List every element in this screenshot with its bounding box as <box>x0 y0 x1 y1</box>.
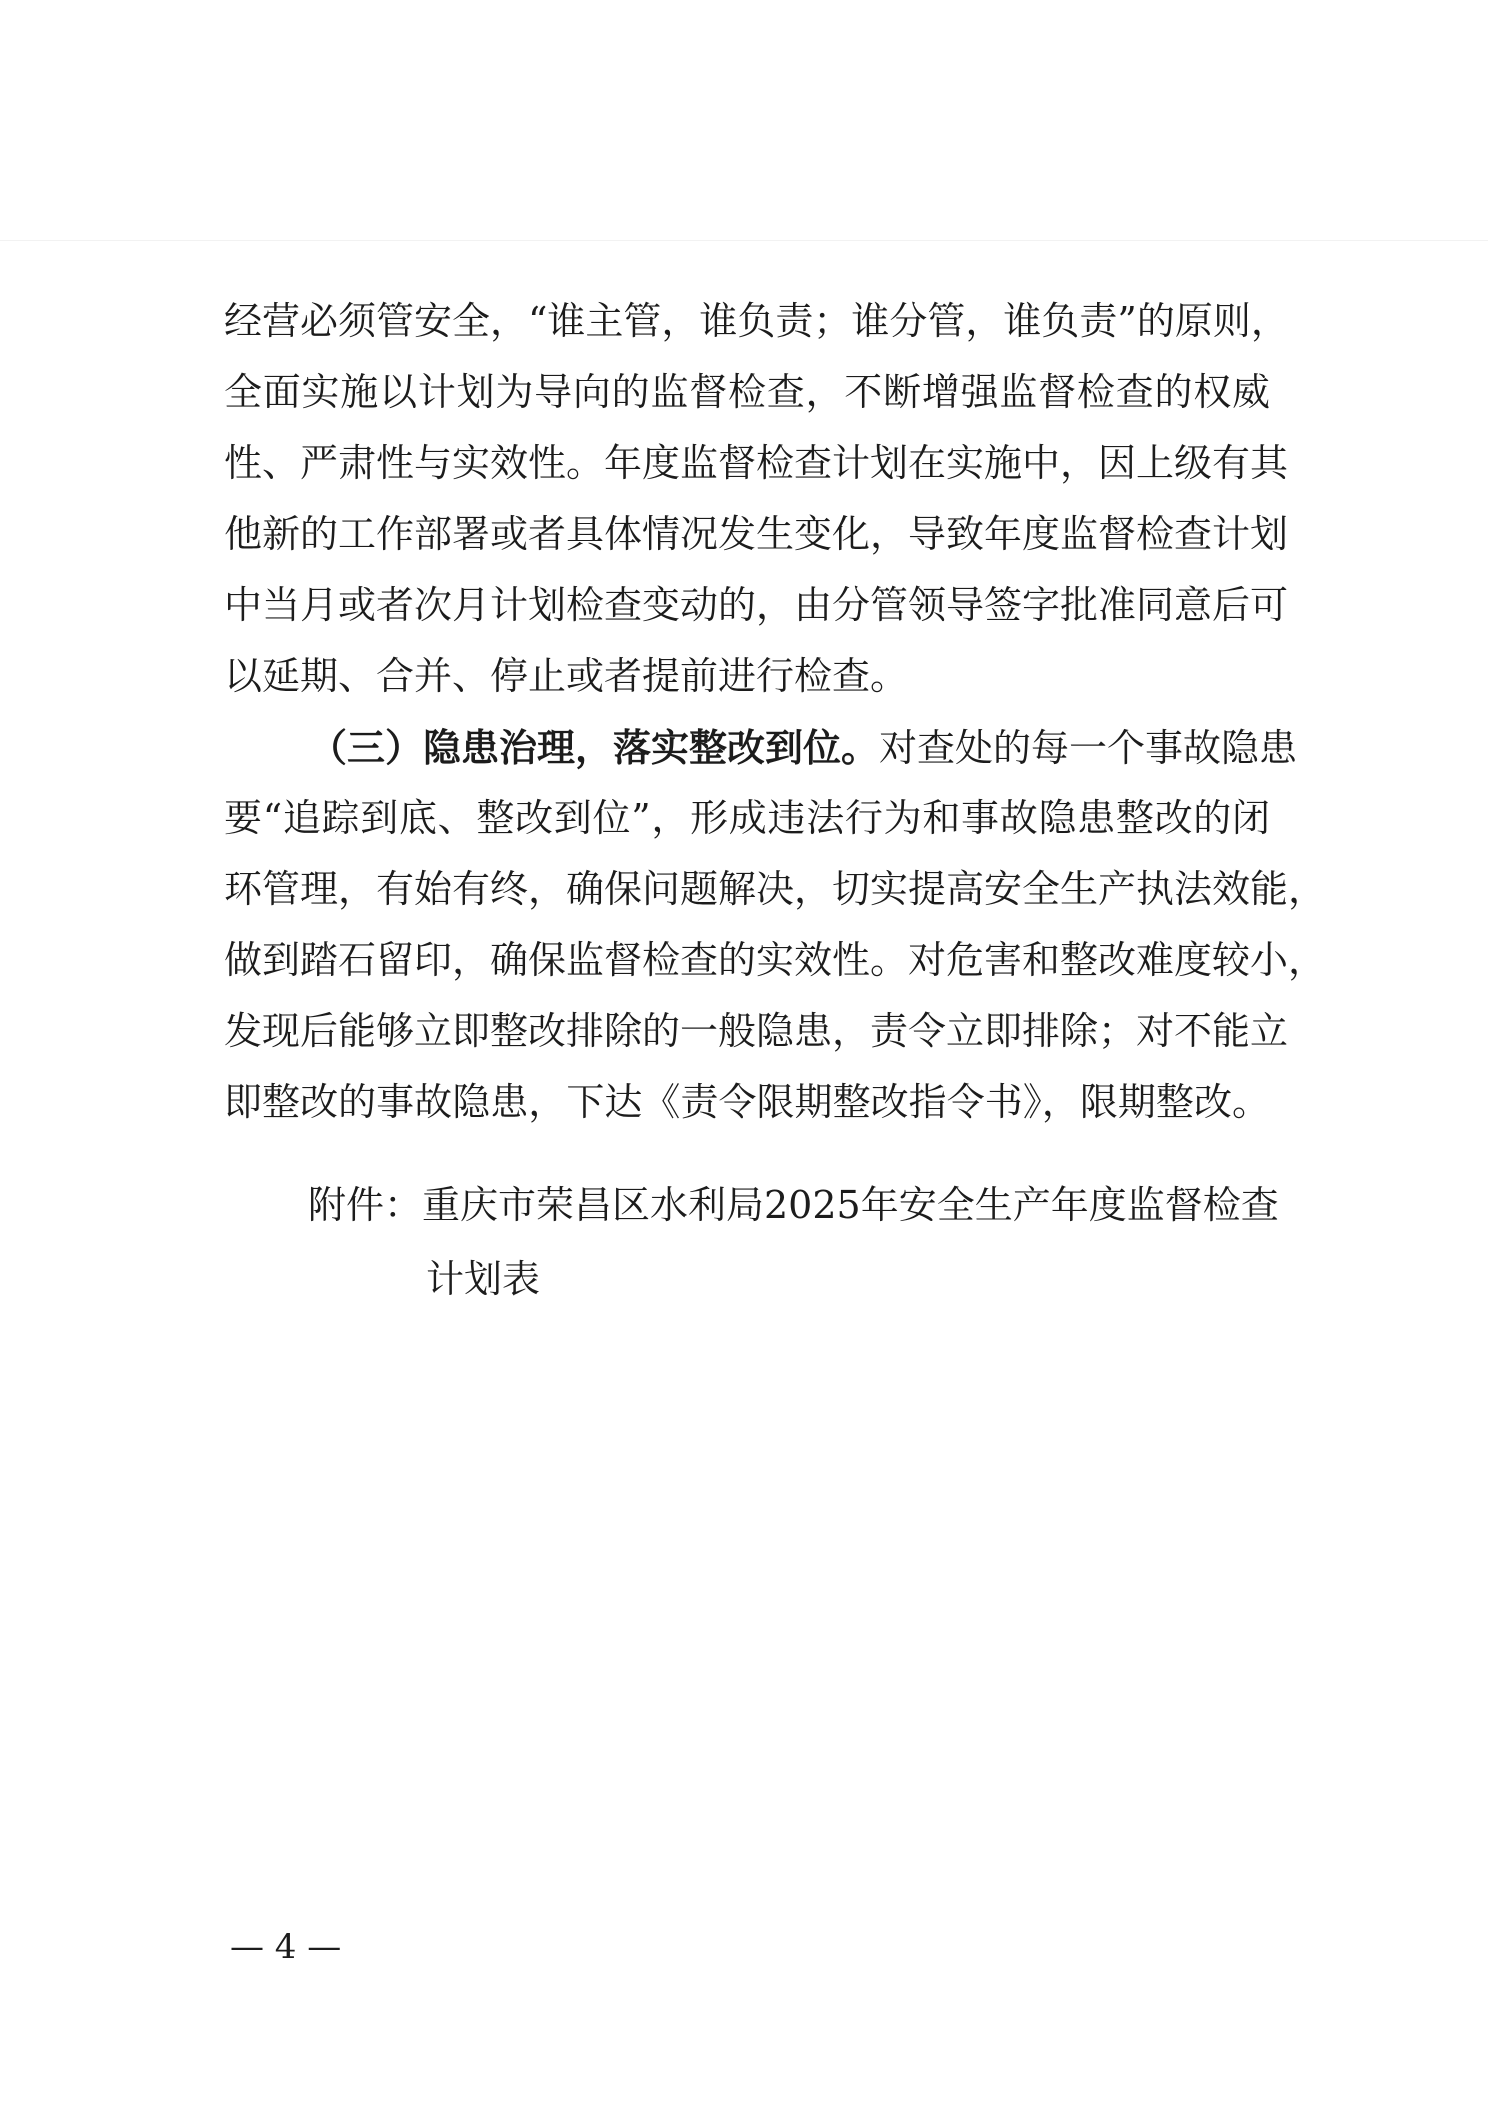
paragraph-principles <box>224 286 1289 712</box>
attachment-note <box>308 1168 1279 1316</box>
text-line: 要“追踪到底、整改到位”，形成违法行为和事故隐患整改的闭 <box>224 796 1270 840</box>
document-body <box>224 286 1327 1138</box>
attachment-line: 附件：重庆市荣昌区水利局2025年安全生产年度监督检查 <box>308 1183 1279 1227</box>
heading-line-rest: 对查处的每一个事故隐患 <box>879 726 1298 770</box>
section-heading: （三）隐患治理，落实整改到位。 <box>309 725 880 770</box>
attachment-line-continued: 计划表 <box>426 1257 541 1301</box>
text-line: 环管理，有始有终，确保问题解决，切实提高安全生产执法效能， <box>224 867 1327 911</box>
text-line: 做到踏石留印，确保监督检查的实效性。对危害和整改难度较小， <box>224 938 1327 982</box>
text-line: 他新的工作部署或者具体情况发生变化，导致年度监督检查计划 <box>224 512 1289 556</box>
text-line: 发现后能够立即整改排除的一般隐患，责令立即排除；对不能立 <box>224 1009 1289 1053</box>
text-line <box>224 712 1298 783</box>
scan-edge-line <box>0 240 1488 241</box>
paragraph-hazard-rectification <box>224 712 1327 1138</box>
text-line: 以延期、合并、停止或者提前进行检查。 <box>224 654 909 698</box>
page-number: — 4 — <box>230 1927 342 1967</box>
text-line: 中当月或者次月计划检查变动的，由分管领导签字批准同意后可 <box>224 583 1289 627</box>
text-line: 经营必须管安全，“谁主管，谁负责；谁分管，谁负责”的原则， <box>224 299 1289 343</box>
text-line: 全面实施以计划为导向的监督检查，不断增强监督检查的权威 <box>224 370 1270 414</box>
text-line: 即整改的事故隐患，下达《责令限期整改指令书》，限期整改。 <box>224 1080 1270 1124</box>
text-line: 性、严肃性与实效性。年度监督检查计划在实施中，因上级有其 <box>224 441 1289 485</box>
